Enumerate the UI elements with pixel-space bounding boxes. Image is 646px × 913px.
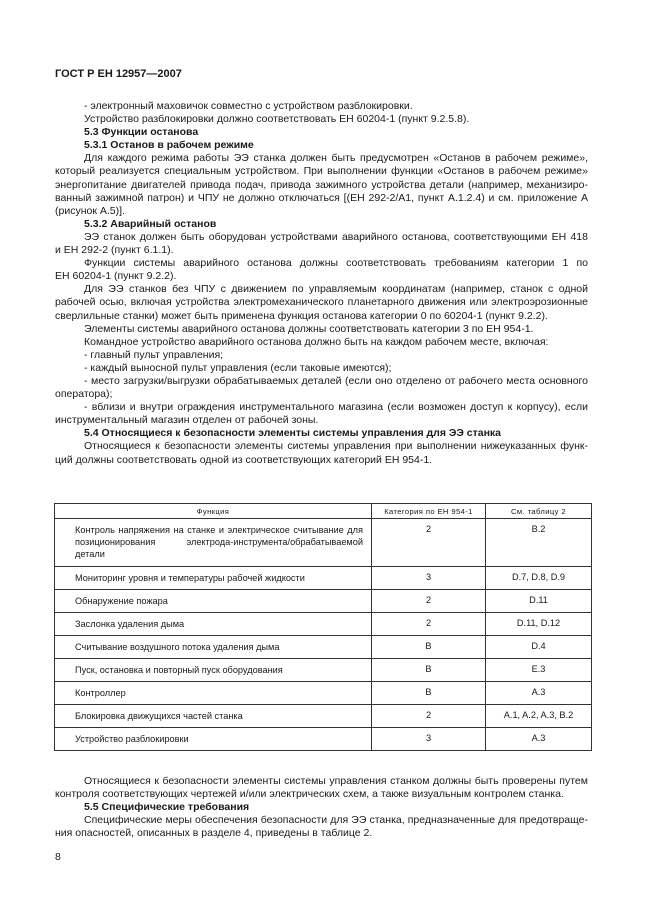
text-line: Специфические меры обеспечения безопасности для ЭЭ станка, предназначенные для предотвраще- bbox=[84, 814, 588, 827]
cell-function: Мониторинг уровня и температуры рабочей жидкости bbox=[55, 567, 372, 590]
cell-function: Контроль напряжения на станке и электрическое считывание для позиционирования электрода-инструмента/обрабатываемой детали bbox=[55, 519, 372, 567]
cell-function: Блокировка движущихся частей станка bbox=[55, 705, 372, 728]
cell-reference: D.11 bbox=[486, 590, 592, 613]
section-heading: 5.3.2 Аварийный останов bbox=[84, 217, 217, 230]
text-line: - вблизи и внутри ограждения инструментального магазина (если возможен доступ к корпусу), если bbox=[84, 401, 588, 414]
cell-category: 2 bbox=[372, 613, 486, 636]
cell-reference: E.3 bbox=[486, 659, 592, 682]
cell-function: Пуск, остановка и повторный пуск оборудования bbox=[55, 659, 372, 682]
text-line: - главный пульт управления; bbox=[84, 348, 224, 361]
text-line: - электронный маховичок совместно с устройством разблокировки. bbox=[84, 100, 413, 112]
table-row bbox=[55, 590, 592, 613]
cell-category: B bbox=[372, 682, 486, 705]
column-header-reference: См. таблицу 2 bbox=[486, 504, 592, 519]
text-line: ванный зажимной патрон) и ЧПУ не должно отключаться [(ЕН 292-2/А1, пункт А.1.2.4) и см. приложение А bbox=[55, 191, 588, 204]
cell-category: 2 bbox=[372, 590, 486, 613]
cell-reference: A.3 bbox=[486, 728, 592, 751]
cell-reference: D.7, D.8, D.9 bbox=[486, 567, 592, 590]
cell-function: Контроллер bbox=[55, 682, 372, 705]
text-line: ния опасностей, описанных в разделе 4, приведены в таблице 2. bbox=[55, 827, 373, 840]
section-heading: 5.3 Функции останова bbox=[84, 126, 199, 139]
table-row bbox=[55, 519, 592, 567]
text-line: Относящиеся к безопасности элементы системы управления станком должны быть проверены путем bbox=[84, 775, 588, 787]
text-line: энергопитание двигателей привода подач, привода зажимного устройства детали (например, механизиро- bbox=[55, 178, 588, 191]
table-row bbox=[55, 659, 592, 682]
text-line: и ЕН 292-2 (пункт 6.1.1). bbox=[55, 244, 174, 257]
text-line: сверлильные станки) может быть применена функция останова категории 0 по 60204-1 (пункт 9.2.2). bbox=[55, 309, 548, 322]
cell-reference: D.4 bbox=[486, 636, 592, 659]
section-heading: 5.5 Специфические требования bbox=[84, 801, 250, 814]
table-row bbox=[55, 728, 592, 751]
body-text-after-table bbox=[55, 775, 588, 840]
text-line: Устройство разблокировки должно соответствовать ЕН 60204-1 (пункт 9.2.5.8). bbox=[84, 113, 470, 126]
text-line: ЭЭ станок должен быть оборудован устройствами аварийного останова, соответствующими ЕН 418 bbox=[84, 230, 588, 243]
document-header: ГОСТ Р ЕН 12957—2007 bbox=[55, 68, 182, 80]
section-heading: 5.3.1 Останов в рабочем режиме bbox=[84, 139, 254, 152]
body-text-before-table bbox=[55, 100, 588, 467]
text-line: рабочей осью, включая устройства электромеханического планетарного движения или электроэрозионные bbox=[55, 296, 588, 309]
safety-functions-table bbox=[54, 503, 592, 751]
text-line: - место загрузки/выгрузки обрабатываемых деталей (если оно отделено от рабочего места основного bbox=[84, 374, 588, 387]
text-line: контроля соответствующих чертежей и/или электрических схем, а также визуальным контролем станка. bbox=[55, 788, 564, 801]
table-header-row bbox=[55, 504, 592, 519]
section-heading: 5.4 Относящиеся к безопасности элементы системы управления для ЭЭ станка bbox=[84, 427, 502, 440]
text-line: ций должны соответствовать одной из соответствующих категорий ЕН 954-1. bbox=[55, 453, 433, 466]
cell-reference: B.2 bbox=[486, 519, 592, 567]
text-line: Функции системы аварийного останова должны соответствовать требованиям категории 1 по bbox=[84, 257, 588, 270]
table-row bbox=[55, 613, 592, 636]
cell-reference: A.1, A.2, A.3, B.2 bbox=[486, 705, 592, 728]
cell-category: B bbox=[372, 659, 486, 682]
text-line: который реализуется специальным устройством. При выполнении функции «Останов в рабочем режиме» bbox=[55, 165, 588, 178]
cell-reference: A.3 bbox=[486, 682, 592, 705]
cell-function: Устройство разблокировки bbox=[55, 728, 372, 751]
text-line: Элементы системы аварийного останова должны соответствовать категории 3 по ЕН 954-1. bbox=[84, 322, 534, 335]
cell-category: 3 bbox=[372, 567, 486, 590]
table-row bbox=[55, 682, 592, 705]
cell-category: 2 bbox=[372, 705, 486, 728]
cell-category: 3 bbox=[372, 728, 486, 751]
text-line: Для каждого режима работы ЭЭ станка должен быть предусмотрен «Останов в рабочем режиме», bbox=[84, 152, 588, 165]
table-row bbox=[55, 567, 592, 590]
text-line: Командное устройство аварийного останова должно быть на каждом рабочем месте, включая: bbox=[84, 335, 549, 348]
cell-reference: D.11, D.12 bbox=[486, 613, 592, 636]
page-number: 8 bbox=[55, 851, 61, 863]
column-header-function: Функция bbox=[55, 504, 372, 519]
text-line: Для ЭЭ станков без ЧПУ с движением по управляемым координатам (например, станок с одной bbox=[84, 283, 588, 296]
cell-category: B bbox=[372, 636, 486, 659]
cell-function: Заслонка удаления дыма bbox=[55, 613, 372, 636]
text-line: оператора); bbox=[55, 388, 113, 401]
cell-category: 2 bbox=[372, 519, 486, 567]
column-header-category: Категория по ЕН 954-1 bbox=[372, 504, 486, 519]
text-line: (рисунок А.5)]. bbox=[55, 204, 125, 217]
table-row bbox=[55, 705, 592, 728]
text-line: инструментальный магазин отделен от рабочей зоны. bbox=[55, 414, 319, 427]
text-line: ЕН 60204-1 (пункт 9.2.2). bbox=[55, 270, 177, 283]
text-line: - каждый выносной пульт управления (если таковые имеются); bbox=[84, 361, 392, 374]
table-row bbox=[55, 636, 592, 659]
cell-function: Считывание воздушного потока удаления дыма bbox=[55, 636, 372, 659]
cell-function: Обнаружение пожара bbox=[55, 590, 372, 613]
text-line: Относящиеся к безопасности элементы системы управления при выполнении нижеуказанных функ- bbox=[84, 440, 588, 453]
